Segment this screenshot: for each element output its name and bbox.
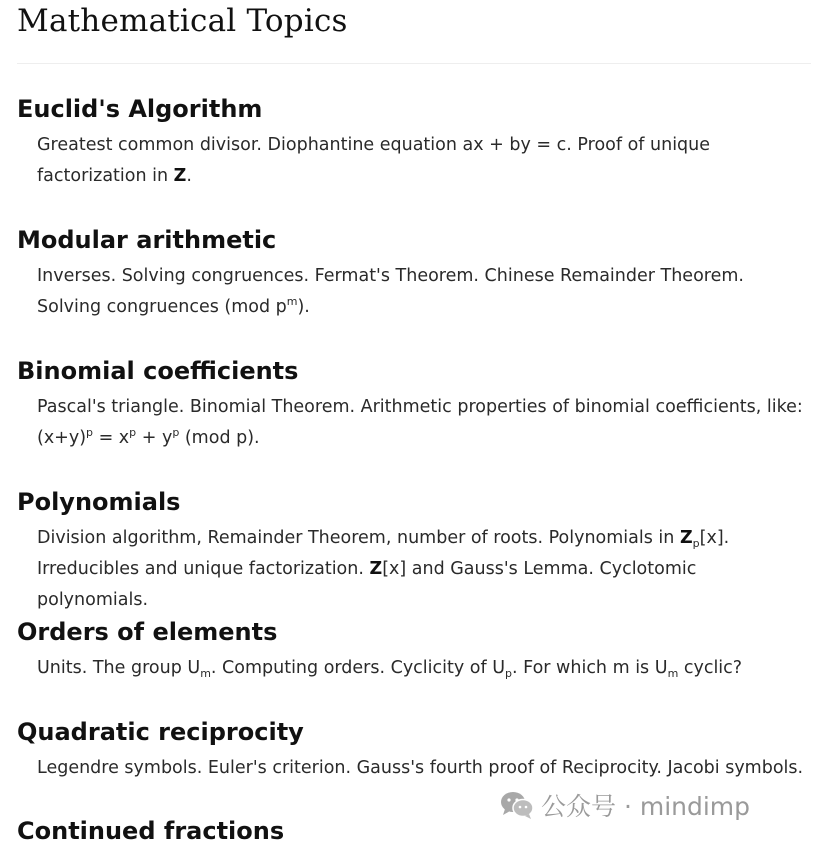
topic-quadratic-reciprocity [17,717,807,784]
superscript: p [172,426,180,439]
title-divider [17,63,811,64]
topic-description [37,261,807,323]
integers-symbol: Z [173,166,187,186]
topic-polynomials [17,487,807,616]
topic-binomial-coefficients [17,356,807,454]
wechat-icon [499,790,535,820]
superscript: p [86,426,94,439]
superscript: m [286,295,298,308]
text-run: cyclic? [678,658,743,678]
subscript: m [667,667,679,680]
text-run: Pascal's triangle. Binomial Theorem. Arithmetic properties of binomial coefficients, like: (x+y) [37,397,803,448]
watermark-text: 公众号 · mindimp [541,792,751,821]
integers-symbol: Z [679,528,693,548]
integers-symbol: Z [369,559,383,579]
text-run: Legendre symbols. Euler's criterion. Gauss's fourth proof of Reciprocity. Jacobi symbols. [37,758,804,778]
page-title: Mathematical Topics [17,3,348,39]
text-run: + y [136,428,173,448]
topic-heading: Polynomials [17,488,181,516]
text-run: ). [297,297,310,317]
text-run: [x] and Gauss's Lemma. Cyclotomic polynomials. [37,559,697,610]
text-run: [x]. Irreducibles and unique factorization. [37,528,730,579]
text-run: Division algorithm, Remainder Theorem, number of roots. Polynomials in [37,528,680,548]
text-run: . [186,166,192,186]
text-run: (mod p). [179,428,260,448]
text-run: = x [93,428,130,448]
text-run: Inverses. Solving congruences. Fermat's Theorem. Chinese Remainder Theorem. Solving congruences (mod p [37,266,744,317]
superscript: p [129,426,137,439]
topic-modular-arithmetic [17,225,807,323]
text-run: . Computing orders. Cyclicity of U [210,658,506,678]
topic-heading: Orders of elements [17,618,278,646]
topic-euclid [17,94,807,192]
topic-heading: Quadratic reciprocity [17,718,304,746]
topic-description [37,392,807,454]
topic-description [37,130,807,192]
watermark [499,787,750,823]
topic-description [37,523,807,616]
topic-heading: Euclid's Algorithm [17,95,263,123]
topic-heading: Binomial coefficients [17,357,299,385]
subscript: p [505,667,513,680]
text-run: . For which m is U [512,658,668,678]
text-run: Units. The group U [37,658,201,678]
topic-description [37,653,807,684]
topic-heading: Continued fractions [17,817,285,845]
text-run: Greatest common divisor. Diophantine equation ax + by = c. Proof of unique factorization in [37,135,711,186]
topic-orders-of-elements [17,617,807,684]
subscript: p [692,537,700,550]
topic-description [37,753,807,784]
subscript: m [200,667,211,680]
topic-heading: Modular arithmetic [17,226,277,254]
